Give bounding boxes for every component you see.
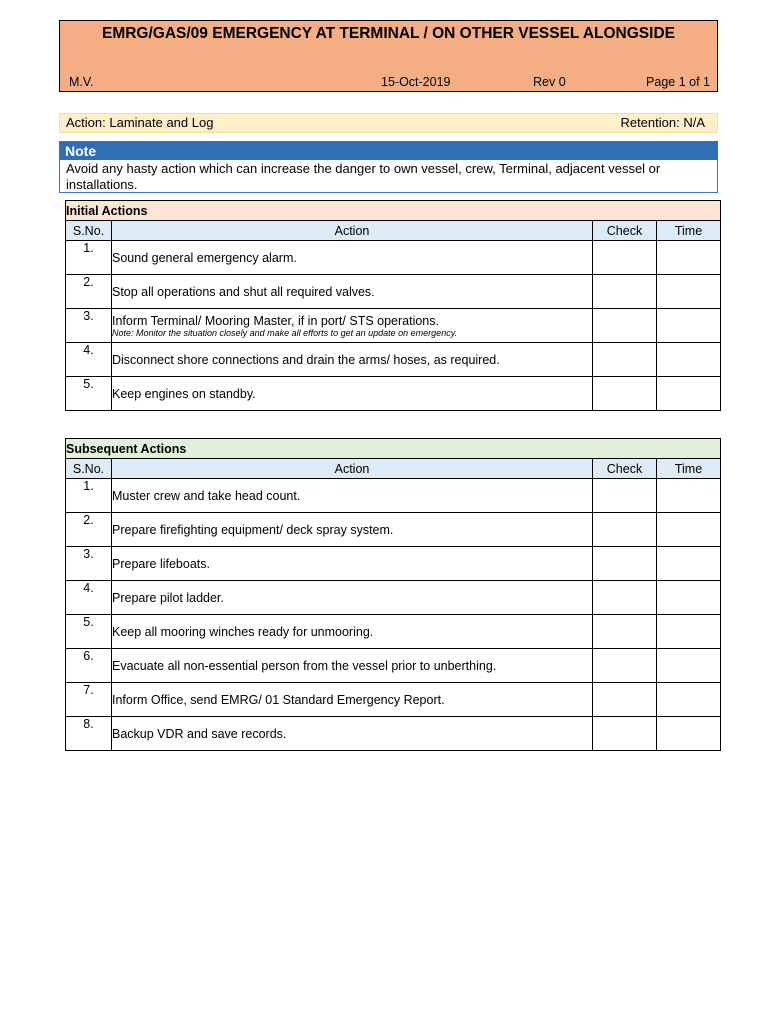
subsequent-actions-table [65, 438, 721, 751]
column-header-time: Time [657, 221, 721, 241]
row-sno: 6. [66, 649, 112, 683]
table-row [66, 309, 721, 343]
document-header [59, 20, 718, 92]
column-header-time: Time [657, 459, 721, 479]
row-sno: 5. [66, 377, 112, 411]
row-action: Prepare firefighting equipment/ deck spray system. [112, 513, 593, 547]
note-box [59, 141, 718, 193]
row-sno: 8. [66, 717, 112, 751]
row-action: Keep engines on standby. [112, 377, 593, 411]
row-action: Inform Office, send EMRG/ 01 Standard Emergency Report. [112, 683, 593, 717]
initial-actions-table [65, 200, 721, 411]
table-row [66, 717, 721, 751]
table-row [66, 343, 721, 377]
row-sno: 7. [66, 683, 112, 717]
check-cell[interactable] [593, 343, 657, 377]
table-row [66, 377, 721, 411]
row-sno: 2. [66, 275, 112, 309]
time-cell[interactable] [657, 479, 721, 513]
check-cell[interactable] [593, 615, 657, 649]
check-cell[interactable] [593, 547, 657, 581]
row-action-text: Inform Terminal/ Mooring Master, if in port/ STS operations. [112, 313, 439, 328]
revision-label: Rev 0 [533, 75, 566, 89]
row-sno: 1. [66, 241, 112, 275]
document-title: EMRG/GAS/09 EMERGENCY AT TERMINAL / ON OTHER VESSEL ALONGSIDE [101, 25, 675, 42]
check-cell[interactable] [593, 649, 657, 683]
table-row [66, 581, 721, 615]
check-cell[interactable] [593, 717, 657, 751]
note-heading: Note [60, 142, 717, 160]
row-action: Keep all mooring winches ready for unmooring. [112, 615, 593, 649]
column-header-check: Check [593, 459, 657, 479]
row-sno: 5. [66, 615, 112, 649]
time-cell[interactable] [657, 683, 721, 717]
check-cell[interactable] [593, 479, 657, 513]
row-sno: 3. [66, 547, 112, 581]
row-sno: 2. [66, 513, 112, 547]
check-cell[interactable] [593, 581, 657, 615]
table-row [66, 615, 721, 649]
table-row [66, 479, 721, 513]
time-cell[interactable] [657, 581, 721, 615]
row-action: Disconnect shore connections and drain the arms/ hoses, as required. [112, 343, 593, 377]
check-cell[interactable] [593, 513, 657, 547]
row-sno: 4. [66, 581, 112, 615]
row-action: Backup VDR and save records. [112, 717, 593, 751]
time-cell[interactable] [657, 377, 721, 411]
action-instruction: Action: Laminate and Log [66, 115, 214, 130]
column-header-action: Action [112, 221, 593, 241]
row-action: Prepare pilot ladder. [112, 581, 593, 615]
page-number: Page 1 of 1 [646, 75, 710, 89]
time-cell[interactable] [657, 717, 721, 751]
table-row [66, 513, 721, 547]
note-text: Avoid any hasty action which can increase the danger to own vessel, crew, Terminal, adjacent vessel or installations. [66, 161, 661, 192]
table-row [66, 547, 721, 581]
row-action-note: Note: Monitor the situation closely and make all efforts to get an update on emergency. [112, 327, 458, 338]
column-header-sno: S.No. [66, 459, 112, 479]
time-cell[interactable] [657, 615, 721, 649]
table-row [66, 275, 721, 309]
subsequent-actions-title: Subsequent Actions [66, 439, 721, 459]
time-cell[interactable] [657, 547, 721, 581]
row-sno: 3. [66, 309, 112, 343]
row-sno: 4. [66, 343, 112, 377]
table-row [66, 649, 721, 683]
column-header-check: Check [593, 221, 657, 241]
column-header-action: Action [112, 459, 593, 479]
table-row [66, 241, 721, 275]
document-date: 15-Oct-2019 [381, 75, 451, 89]
row-action [112, 309, 593, 343]
time-cell[interactable] [657, 343, 721, 377]
check-cell[interactable] [593, 377, 657, 411]
check-cell[interactable] [593, 241, 657, 275]
check-cell[interactable] [593, 309, 657, 343]
row-action: Sound general emergency alarm. [112, 241, 593, 275]
time-cell[interactable] [657, 275, 721, 309]
row-action: Prepare lifeboats. [112, 547, 593, 581]
vessel-label: M.V. [69, 75, 94, 89]
check-cell[interactable] [593, 683, 657, 717]
row-action: Stop all operations and shut all required valves. [112, 275, 593, 309]
time-cell[interactable] [657, 309, 721, 343]
row-action: Muster crew and take head count. [112, 479, 593, 513]
column-header-sno: S.No. [66, 221, 112, 241]
action-bar [59, 113, 718, 133]
row-sno: 1. [66, 479, 112, 513]
row-action: Evacuate all non-essential person from the vessel prior to unberthing. [112, 649, 593, 683]
retention-label: Retention: N/A [620, 115, 705, 130]
initial-actions-title: Initial Actions [66, 201, 721, 221]
time-cell[interactable] [657, 513, 721, 547]
time-cell[interactable] [657, 241, 721, 275]
table-row [66, 683, 721, 717]
check-cell[interactable] [593, 275, 657, 309]
time-cell[interactable] [657, 649, 721, 683]
